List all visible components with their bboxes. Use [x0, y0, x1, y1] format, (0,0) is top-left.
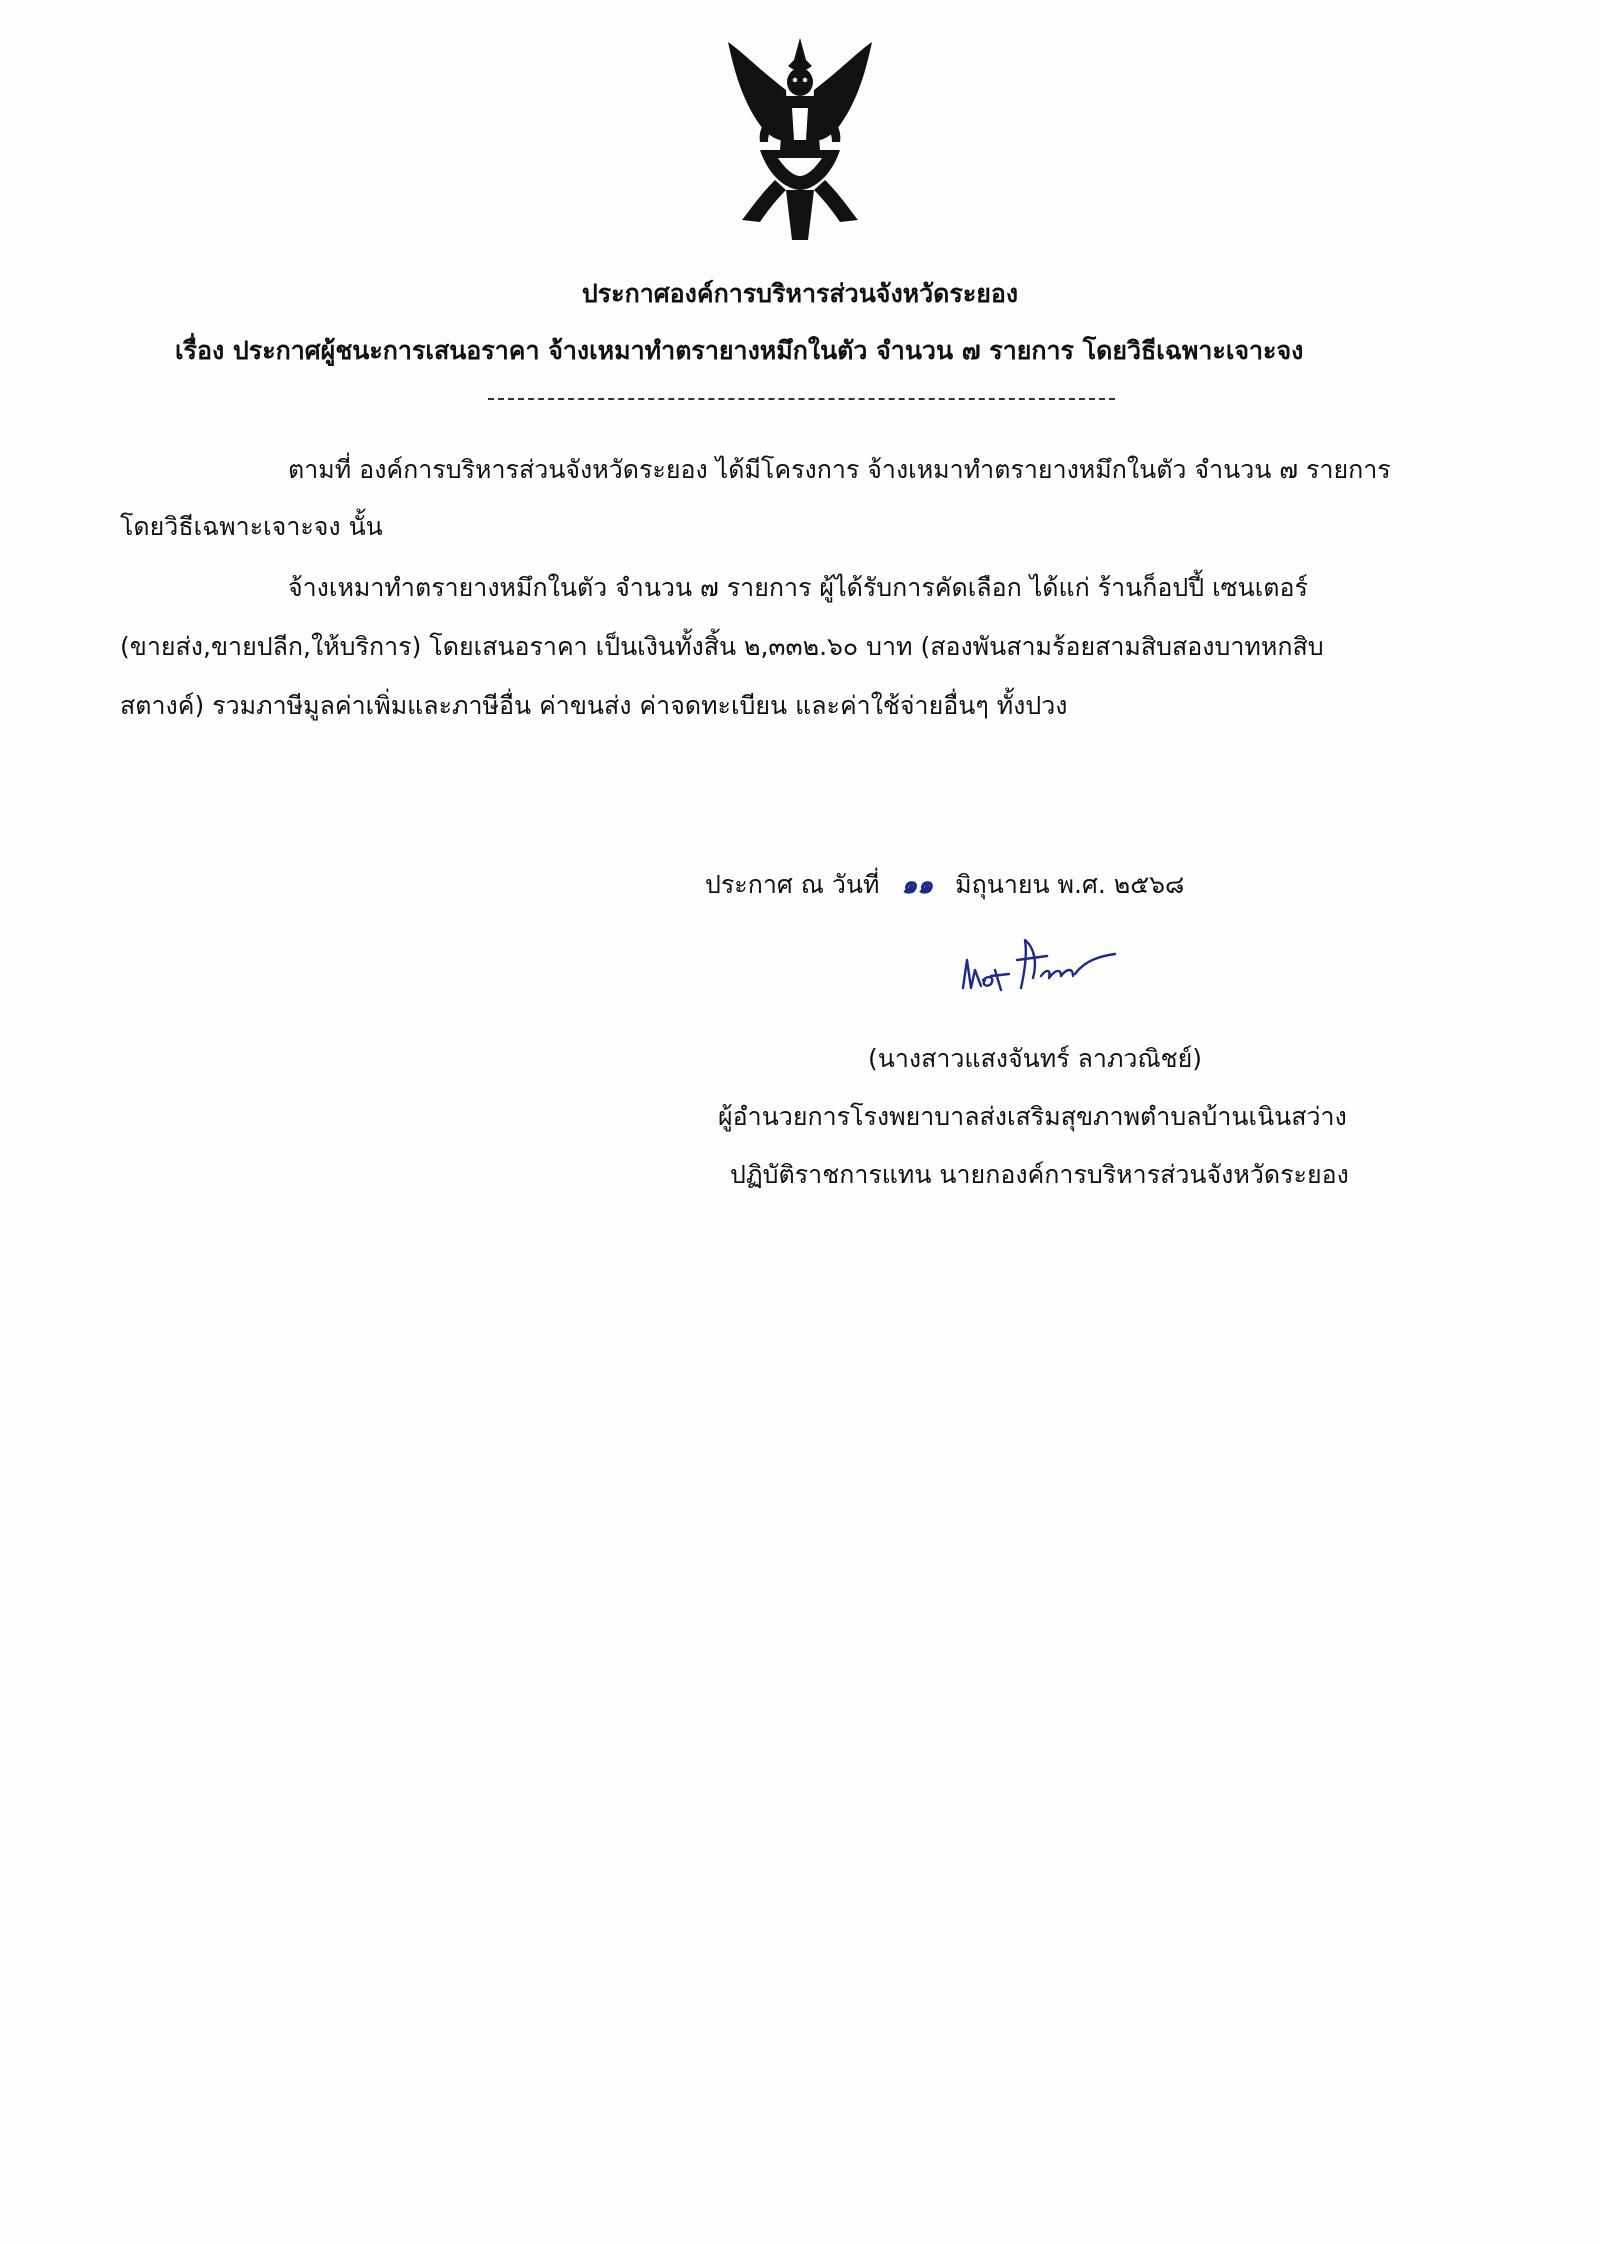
document-subject: เรื่อง ประกาศผู้ชนะการเสนอราคา จ้างเหมาทำตรายางหมึกในตัว จำนวน ๗ รายการ โดยวิธีเฉพาะเจาะจง: [175, 336, 1304, 365]
signer-position2: ปฏิบัติราชการแทน นายกองค์การบริหารส่วนจังหวัดระยอง: [730, 1160, 1349, 1189]
announce-month-year: มิถุนายน พ.ศ. ๒๕๖๘: [955, 870, 1185, 899]
paragraph2-line1: จ้างเหมาทำตรายางหมึกในตัว จำนวน ๗ รายการ ผู้ได้รับการคัดเลือก ได้แก่ ร้านก็อปปี้ เซนเตอร์: [288, 573, 1308, 602]
document-heading: ประกาศองค์การบริหารส่วนจังหวัดระยอง: [581, 279, 1019, 308]
handwritten-signature-icon: [955, 930, 1125, 1010]
dashed-divider: [488, 398, 1115, 400]
paragraph2-line2: (ขายส่ง,ขายปลีก,ให้บริการ) โดยเสนอราคา เป็นเงินทั้งสิ้น ๒,๓๓๒.๖๐ บาท (สองพันสามร้อยสามสิบสองบาทหกสิบ: [120, 632, 1324, 661]
paragraph1-line1: ตามที่ องค์การบริหารส่วนจังหวัดระยอง ได้มีโครงการ จ้างเหมาทำตรายางหมึกในตัว จำนวน ๗ รายการ: [288, 455, 1391, 484]
signer-name: (นางสาวแสงจันทร์ ลาภวณิชย์): [868, 1044, 1203, 1073]
announce-date: [705, 865, 1184, 905]
announce-day: ๑๑: [901, 870, 934, 899]
paragraph2-line3: สตางค์) รวมภาษีมูลค่าเพิ่มและภาษีอื่น ค่าขนส่ง ค่าจดทะเบียน และค่าใช้จ่ายอื่นๆ ทั้งปวง: [120, 691, 1068, 720]
paragraph1-line2: โดยวิธีเฉพาะเจาะจง นั้น: [120, 512, 383, 541]
garuda-emblem-icon: [720, 30, 880, 250]
announce-prefix: ประกาศ ณ วันที่: [705, 870, 880, 899]
signer-position1: ผู้อำนวยการโรงพยาบาลส่งเสริมสุขภาพตำบลบ้านเนินสว่าง: [718, 1102, 1347, 1131]
